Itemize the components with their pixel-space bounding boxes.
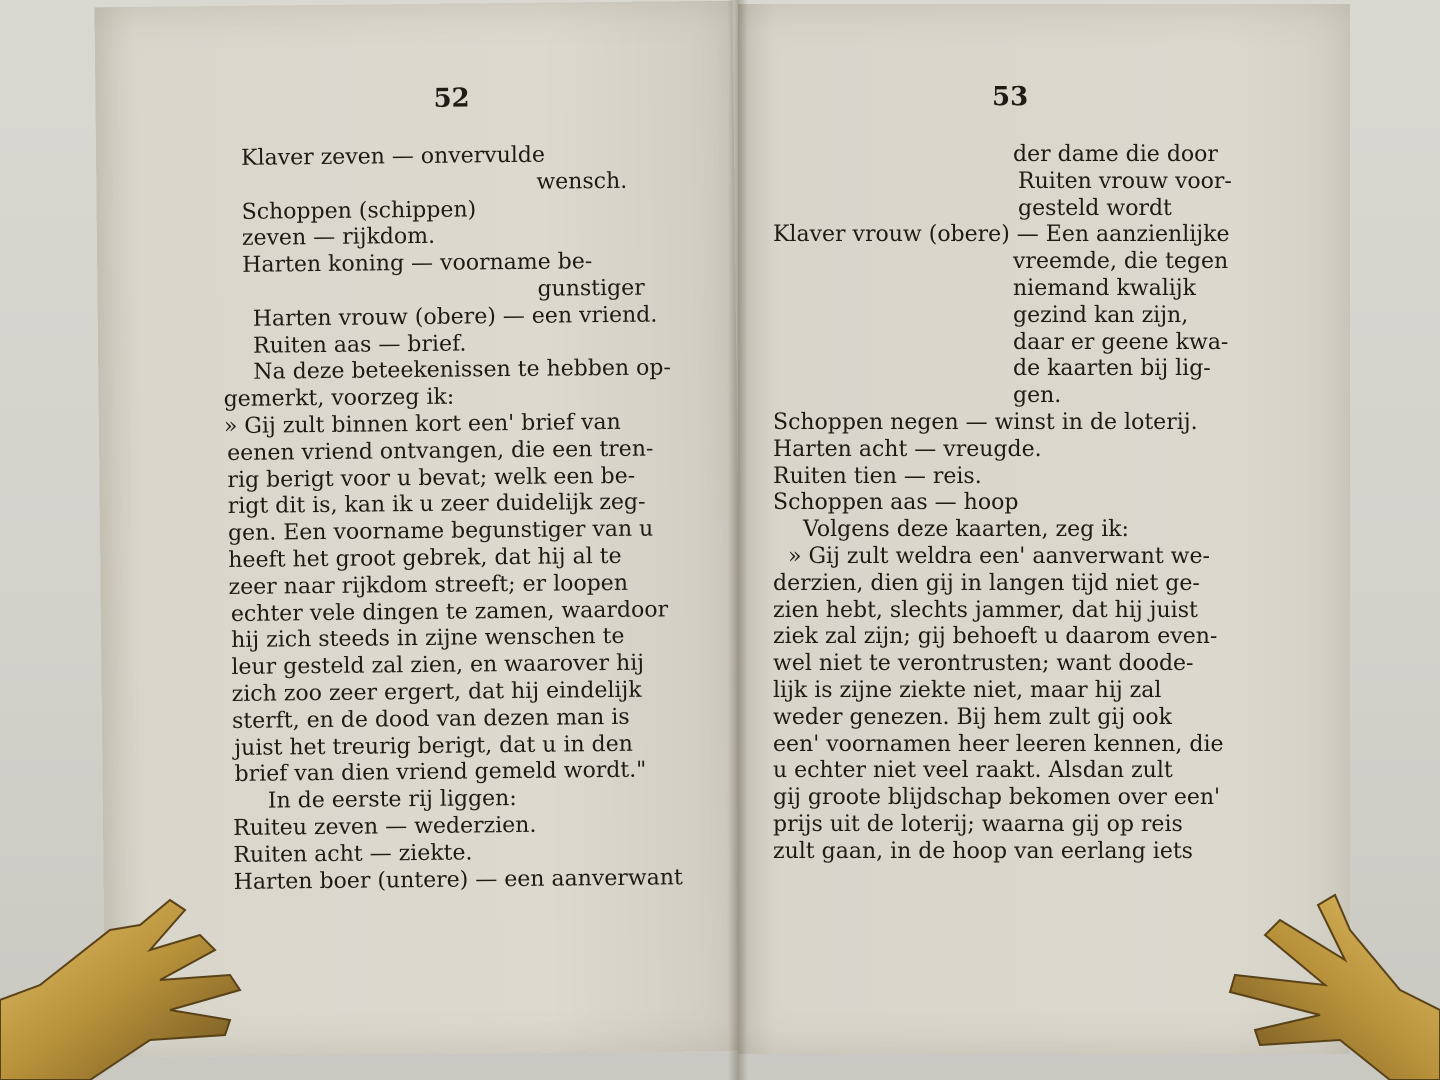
right-text-line: weder genezen. Bij hem zult gij ook xyxy=(773,704,1172,730)
left-text-line: Harten vrouw (obere) — een vriend. xyxy=(252,302,658,332)
right-text-line: gezind kan zijn, xyxy=(1013,302,1189,328)
left-text-line: zeer naar rijkdom streeft; er loopen xyxy=(228,570,629,600)
right-text-line: prijs uit de loterij; waarna gij op reis xyxy=(773,812,1183,837)
left-text-line: gen. Een voorname begunstiger van u xyxy=(227,516,654,547)
left-text-line: rigt dit is, kan ik u zeer duidelijk zeg- xyxy=(227,490,646,520)
left-text-line: juist het treurig berigt, dat u in den xyxy=(234,731,633,761)
left-text-line: gunstiger xyxy=(537,275,645,302)
left-text-line: Klaver zeven — onvervulde xyxy=(240,142,546,171)
right-text-line: u echter niet veel raakt. Alsdan zult xyxy=(773,758,1173,784)
left-text-line: Harten koning — voorname be- xyxy=(242,249,593,279)
left-text-line: rig berigt voor u bevat; welk een be- xyxy=(227,463,636,493)
left-text-line: echter vele dingen te zamen, waardoor xyxy=(230,596,669,627)
left-text-line: heeft het groot gebrek, dat hij al te xyxy=(228,543,622,573)
left-brass-hand-clip xyxy=(0,890,280,1080)
left-text-line: sterft, en de dood van dezen man is xyxy=(231,704,630,734)
left-text-line: brief van dien vriend gemeld wordt." xyxy=(234,758,647,788)
right-text-line: derzien, dien gij in langen tijd niet ge- xyxy=(773,570,1200,596)
left-text-line: Schoppen (schippen) xyxy=(241,196,477,225)
right-text-line: lijk is zijne ziekte niet, maar hij zal xyxy=(773,678,1162,703)
left-text-line: In de eerste rij liggen: xyxy=(267,786,517,814)
right-text-line: gen. xyxy=(1013,383,1062,409)
right-text-line: Volgens deze kaarten, zeg ik: xyxy=(803,517,1129,543)
right-text-line: Klaver vrouw (obere) — Een aanzienlijke xyxy=(773,222,1230,248)
left-text-line: wensch. xyxy=(536,168,628,195)
right-text-line: Schoppen aas — hoop xyxy=(773,490,1019,516)
right-text-line: zult gaan, in de hoop van eerlang iets xyxy=(773,838,1193,864)
left-text-line: » Gij zult binnen kort een' brief van xyxy=(223,409,621,440)
left-text-line: leur gesteld zal zien, en waarover hij xyxy=(231,650,645,681)
left-text-line: Ruiteu zeven — wederzien. xyxy=(232,812,537,841)
right-text-line: zien hebt, slechts jammer, dat hij juist xyxy=(773,597,1198,623)
left-text-line: zeven — rijkdom. xyxy=(241,224,436,252)
right-text-line: Schoppen negen — winst in de loterij. xyxy=(773,410,1198,435)
right-text-line: Ruiten vrouw voor- xyxy=(1018,168,1232,194)
right-text-line: gesteld wordt xyxy=(1018,195,1172,221)
right-text-line: daar er geene kwa- xyxy=(1013,329,1229,355)
left-text-line: Ruiten acht — ziekte. xyxy=(233,840,473,868)
left-text-line: gemerkt, voorzeg ik: xyxy=(223,384,455,413)
right-text-line: vreemde, die tegen xyxy=(1013,249,1229,275)
right-text-line: niemand kwalijk xyxy=(1013,276,1196,301)
book-gutter xyxy=(728,0,748,1080)
right-text-line: Harten acht — vreugde. xyxy=(773,436,1042,462)
page-number-right: 53 xyxy=(992,82,1029,112)
right-brass-hand-clip xyxy=(1160,890,1440,1080)
left-text-line: hij zich steeds in zijne wenschen te xyxy=(231,624,625,654)
right-text-line: de kaarten bij lig- xyxy=(1013,356,1211,382)
left-text-line: eenen vriend ontvangen, die een tren- xyxy=(227,436,654,466)
left-text-line: Na deze beteekenissen te hebben op- xyxy=(253,355,671,386)
left-text-line: zich zoo zeer ergert, dat hij eindelijk xyxy=(231,677,642,707)
left-text-line: Harten boer (untere) — een aanverwant xyxy=(233,864,683,895)
right-text-line: ziek zal zijn; gij behoeft u daarom even- xyxy=(773,624,1218,650)
right-text-line: der dame die door xyxy=(1013,142,1218,167)
right-text-line: gij groote blijdschap bekomen over een' xyxy=(773,785,1221,811)
right-text-line: Ruiten tien — reis. xyxy=(773,463,982,489)
right-text-line: wel niet te verontrusten; want doode- xyxy=(773,651,1194,677)
page-number-left: 52 xyxy=(433,83,470,114)
left-text-line: Ruiten aas — brief. xyxy=(252,331,467,359)
right-text-line: een' voornamen heer leeren kennen, die xyxy=(773,731,1224,757)
right-text-line: » Gij zult weldra een' aanverwant we- xyxy=(788,544,1210,569)
